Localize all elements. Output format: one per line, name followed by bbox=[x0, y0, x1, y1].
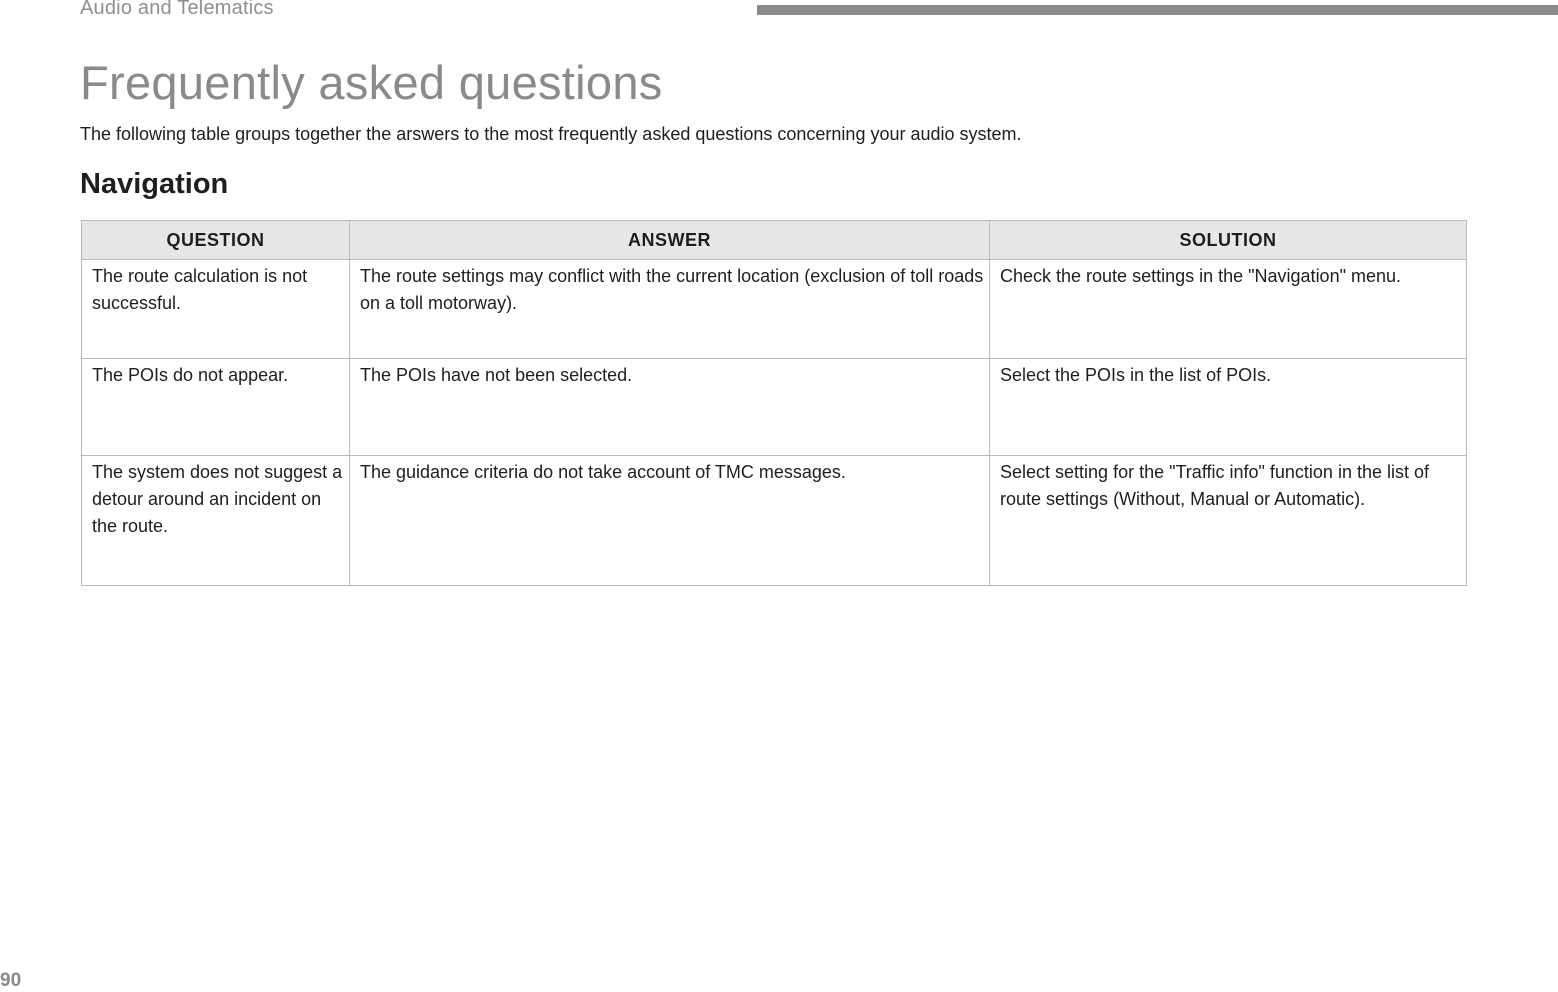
question-cell: The POIs do not appear. bbox=[82, 359, 350, 456]
table-row bbox=[82, 456, 1467, 586]
solution-cell: Select the POIs in the list of POIs. bbox=[990, 359, 1467, 456]
column-header-answer: ANSWER bbox=[350, 221, 990, 260]
column-header-solution: SOLUTION bbox=[990, 221, 1467, 260]
faq-table bbox=[81, 220, 1467, 586]
question-cell: The route calculation is not successful. bbox=[82, 260, 350, 359]
question-cell: The system does not suggest a detour around an incident on the route. bbox=[82, 456, 350, 586]
page-number: 90 bbox=[0, 970, 22, 991]
section-header: Audio and Telematics bbox=[80, 0, 274, 19]
subsection-title: Navigation bbox=[80, 168, 229, 200]
table-row bbox=[82, 359, 1467, 456]
table-header-row bbox=[82, 221, 1467, 260]
solution-cell: Select setting for the "Traffic info" function in the list of route settings (Without, Manual or Automatic). bbox=[990, 456, 1467, 586]
solution-cell: Check the route settings in the "Navigation" menu. bbox=[990, 260, 1467, 359]
header-bar bbox=[757, 5, 1558, 15]
answer-cell: The POIs have not been selected. bbox=[350, 359, 990, 456]
answer-cell: The route settings may conflict with the current location (exclusion of toll roads on a toll motorway). bbox=[350, 260, 990, 359]
answer-cell: The guidance criteria do not take account of TMC messages. bbox=[350, 456, 990, 586]
intro-text: The following table groups together the arswers to the most frequently asked questions concerning your audio system. bbox=[80, 124, 1022, 144]
column-header-question: QUESTION bbox=[82, 221, 350, 260]
page-title: Frequently asked questions bbox=[80, 56, 663, 109]
table-row bbox=[82, 260, 1467, 359]
